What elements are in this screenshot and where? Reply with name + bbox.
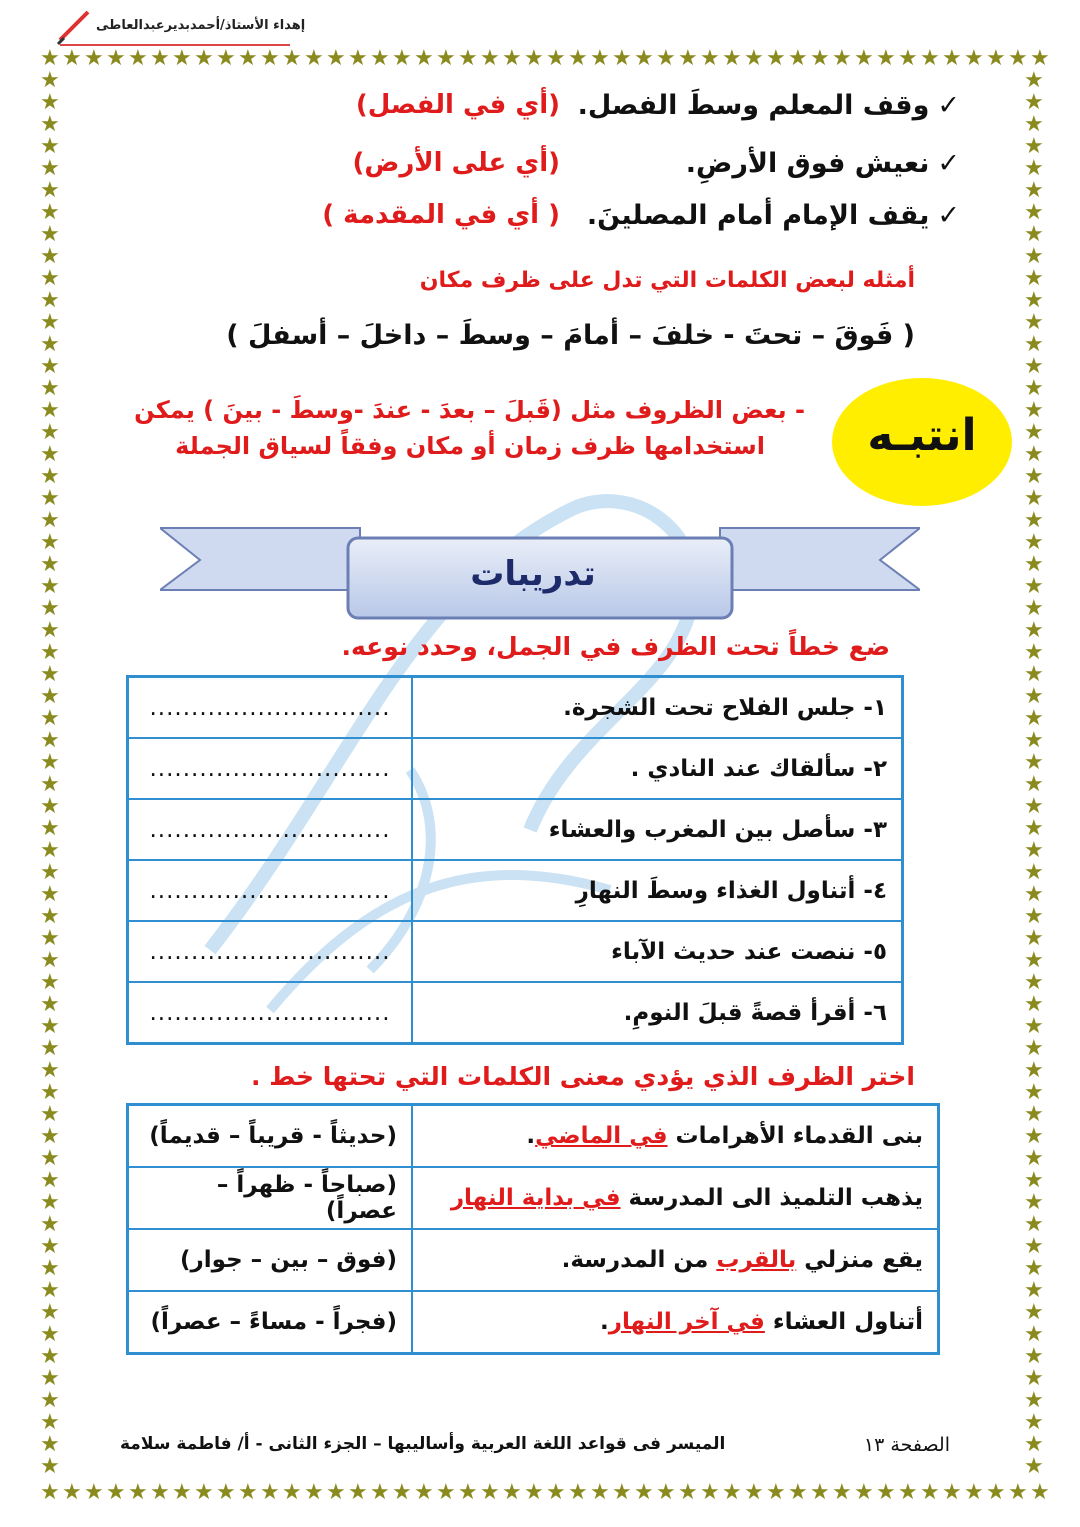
exercise1-table [126, 675, 904, 1045]
border-star-icon: ★ [1024, 728, 1044, 753]
border-star-icon: ★ [40, 860, 60, 885]
border-star-icon: ★ [40, 970, 60, 995]
choices[interactable]: (حديثاً - قريباً – قديماً) [128, 1105, 413, 1168]
border-star-icon: ★ [1024, 948, 1044, 973]
border-star-icon: ★ [1024, 794, 1044, 819]
border-star-icon: ★ [1024, 1168, 1044, 1193]
border-star-icon: ★ [40, 156, 60, 181]
border-star-icon: ★ [40, 706, 60, 731]
border-star-icon: ★ [40, 112, 60, 137]
border-star-icon: ★ [920, 46, 940, 71]
border-star-icon: ★ [1024, 222, 1044, 247]
border-star-icon: ★ [1024, 992, 1044, 1017]
border-star-icon: ★ [40, 376, 60, 401]
border-star-icon: ★ [1024, 288, 1044, 313]
border-star-icon: ★ [40, 728, 60, 753]
border-star-icon: ★ [700, 1480, 720, 1505]
border-star-icon: ★ [1024, 244, 1044, 269]
border-star-icon: ★ [590, 46, 610, 71]
attention-note [125, 392, 805, 464]
border-star-icon: ★ [1024, 750, 1044, 775]
border-star-icon: ★ [546, 46, 566, 71]
border-star-icon: ★ [1008, 46, 1028, 71]
border-star-icon: ★ [40, 574, 60, 599]
border-star-icon: ★ [260, 1480, 280, 1505]
table-row [128, 1105, 939, 1168]
border-star-icon: ★ [1024, 376, 1044, 401]
border-star-icon: ★ [348, 1480, 368, 1505]
border-star-icon: ★ [84, 46, 104, 71]
border-star-icon: ★ [744, 46, 764, 71]
border-star-icon: ★ [194, 46, 214, 71]
border-star-icon: ★ [260, 46, 280, 71]
border-star-icon: ★ [964, 46, 984, 71]
border-star-icon: ★ [766, 46, 786, 71]
exercise-sentence: ٢- سألقاك عند النادي . [412, 738, 903, 799]
border-star-icon: ★ [1024, 1124, 1044, 1149]
border-star-icon: ★ [700, 46, 720, 71]
border-star-icon: ★ [1024, 332, 1044, 357]
border-star-icon: ★ [392, 46, 412, 71]
border-star-icon: ★ [40, 640, 60, 665]
border-star-icon: ★ [128, 1480, 148, 1505]
border-star-icon: ★ [942, 46, 962, 71]
border-star-icon: ★ [1024, 464, 1044, 489]
exercise-sentence: ٥- ننصت عند حديث الآباء [412, 921, 903, 982]
border-star-icon: ★ [1024, 1454, 1044, 1479]
border-star-icon: ★ [788, 1480, 808, 1505]
book-credit: الميسر فى قواعد اللغة العربية وأساليبها – الجزء الثانى - أ/ فاطمة سلامة [120, 1434, 726, 1454]
border-star-icon: ★ [788, 46, 808, 71]
example-explanation: ( أي في المقدمة ) [322, 200, 560, 230]
border-star-icon: ★ [40, 354, 60, 379]
border-star-icon: ★ [40, 1190, 60, 1215]
border-star-icon: ★ [40, 1432, 60, 1457]
border-star-icon: ★ [40, 772, 60, 797]
border-star-icon: ★ [40, 1344, 60, 1369]
border-star-icon: ★ [40, 1212, 60, 1237]
border-star-icon: ★ [832, 1480, 852, 1505]
check-icon: ✓ [937, 200, 960, 231]
border-star-icon: ★ [1024, 310, 1044, 335]
answer-blank[interactable]: ............................. [128, 860, 413, 921]
check-icon: ✓ [937, 90, 960, 121]
border-star-icon: ★ [304, 46, 324, 71]
border-star-icon: ★ [40, 46, 60, 71]
answer-blank[interactable]: ............................. [128, 738, 413, 799]
border-star-icon: ★ [1024, 1410, 1044, 1435]
border-star-icon: ★ [1024, 90, 1044, 115]
page-number: الصفحة ١٣ [863, 1434, 950, 1456]
border-star-icon: ★ [1024, 178, 1044, 203]
border-star-icon: ★ [40, 486, 60, 511]
example-row-1 [160, 90, 960, 136]
border-star-icon: ★ [722, 1480, 742, 1505]
border-star-icon: ★ [766, 1480, 786, 1505]
border-star-icon: ★ [832, 46, 852, 71]
border-star-icon: ★ [40, 442, 60, 467]
border-star-icon: ★ [282, 1480, 302, 1505]
border-star-icon: ★ [986, 1480, 1006, 1505]
border-star-icon: ★ [326, 1480, 346, 1505]
border-star-icon: ★ [40, 882, 60, 907]
border-star-icon: ★ [414, 46, 434, 71]
border-star-icon: ★ [40, 530, 60, 555]
border-star-icon: ★ [40, 1256, 60, 1281]
border-star-icon: ★ [568, 46, 588, 71]
border-star-icon: ★ [1024, 552, 1044, 577]
border-star-icon: ★ [106, 1480, 126, 1505]
border-star-icon: ★ [40, 310, 60, 335]
border-star-icon: ★ [40, 178, 60, 203]
border-star-icon: ★ [1024, 904, 1044, 929]
border-star-icon: ★ [150, 1480, 170, 1505]
place-examples-title: أمثله لبعض الكلمات التي تدل على ظرف مكان [419, 268, 915, 293]
border-star-icon: ★ [1024, 1036, 1044, 1061]
border-star-icon: ★ [1024, 398, 1044, 423]
border-star-icon: ★ [568, 1480, 588, 1505]
example-sentence: ✓يقف الإمام أمام المصلينَ. [586, 200, 960, 231]
example-row-3 [160, 200, 960, 246]
border-star-icon: ★ [40, 1410, 60, 1435]
border-star-icon: ★ [1024, 354, 1044, 379]
border-star-icon: ★ [920, 1480, 940, 1505]
section-title: تدريبات [470, 554, 596, 594]
border-star-icon: ★ [810, 1480, 830, 1505]
exercise-sentence: ١- جلس الفلاح تحت الشجرة. [412, 677, 903, 739]
border-star-icon: ★ [40, 244, 60, 269]
border-star-icon: ★ [40, 1124, 60, 1149]
border-star-icon: ★ [436, 46, 456, 71]
border-star-icon: ★ [1024, 1278, 1044, 1303]
border-star-icon: ★ [40, 1146, 60, 1171]
border-star-icon: ★ [40, 662, 60, 687]
exercise2-table [126, 1103, 940, 1355]
border-star-icon: ★ [194, 1480, 214, 1505]
border-star-icon: ★ [612, 46, 632, 71]
border-star-icon: ★ [106, 46, 126, 71]
border-star-icon: ★ [480, 1480, 500, 1505]
border-star-icon: ★ [1024, 1102, 1044, 1127]
underlined-phrase: بالقرب [716, 1247, 797, 1273]
border-star-icon: ★ [1024, 772, 1044, 797]
border-star-icon: ★ [1024, 200, 1044, 225]
example-row-2 [160, 148, 960, 194]
border-star-icon: ★ [84, 1480, 104, 1505]
border-star-icon: ★ [40, 1322, 60, 1347]
border-star-icon: ★ [1024, 596, 1044, 621]
border-star-icon: ★ [40, 288, 60, 313]
exercise-sentence: ٤- أتناول الغذاء وسطَ النهارِ [412, 860, 903, 921]
border-star-icon: ★ [392, 1480, 412, 1505]
border-star-icon: ★ [40, 464, 60, 489]
border-star-icon: ★ [216, 1480, 236, 1505]
border-star-icon: ★ [656, 46, 676, 71]
exercise-sentence: يذهب التلميذ الى المدرسة في بداية النهار [412, 1167, 939, 1229]
border-star-icon: ★ [678, 46, 698, 71]
border-star-icon: ★ [282, 46, 302, 71]
table-row [128, 677, 903, 739]
border-star-icon: ★ [40, 1014, 60, 1039]
border-star-icon: ★ [1030, 1480, 1050, 1505]
answer-blank[interactable]: ............................. [128, 799, 413, 860]
attention-label: انتبـه [867, 410, 977, 461]
table-row [128, 982, 903, 1044]
border-star-icon: ★ [40, 200, 60, 225]
place-examples-list: ( فَوقَ – تحتَ - خلفَ – أمامَ – وسطَ – داخلَ – أسفلَ ) [226, 320, 915, 351]
border-star-icon: ★ [1024, 442, 1044, 467]
border-star-icon: ★ [40, 1278, 60, 1303]
table-row [128, 738, 903, 799]
border-star-icon: ★ [370, 1480, 390, 1505]
border-star-icon: ★ [40, 508, 60, 533]
border-star-icon: ★ [1024, 134, 1044, 159]
underlined-phrase: في آخر النهار [608, 1309, 765, 1335]
border-star-icon: ★ [40, 1102, 60, 1127]
border-star-icon: ★ [678, 1480, 698, 1505]
border-star-icon: ★ [1024, 112, 1044, 137]
border-star-icon: ★ [1024, 684, 1044, 709]
border-star-icon: ★ [480, 46, 500, 71]
border-star-icon: ★ [524, 1480, 544, 1505]
border-star-icon: ★ [1024, 1256, 1044, 1281]
table-row [128, 860, 903, 921]
border-star-icon: ★ [40, 1366, 60, 1391]
header-divider [60, 44, 290, 46]
border-star-icon: ★ [1024, 1190, 1044, 1215]
border-star-icon: ★ [942, 1480, 962, 1505]
border-star-icon: ★ [1024, 574, 1044, 599]
border-star-icon: ★ [40, 816, 60, 841]
border-star-icon: ★ [1024, 640, 1044, 665]
border-star-icon: ★ [1024, 1014, 1044, 1039]
border-star-icon: ★ [40, 552, 60, 577]
border-star-icon: ★ [370, 46, 390, 71]
border-star-icon: ★ [40, 1454, 60, 1479]
border-star-icon: ★ [348, 46, 368, 71]
border-star-icon: ★ [1024, 706, 1044, 731]
border-star-icon: ★ [436, 1480, 456, 1505]
table-row [128, 799, 903, 860]
border-star-icon: ★ [40, 596, 60, 621]
border-star-icon: ★ [40, 618, 60, 643]
border-star-icon: ★ [1024, 1234, 1044, 1259]
border-star-icon: ★ [1024, 1058, 1044, 1083]
border-star-icon: ★ [40, 332, 60, 357]
answer-blank[interactable]: ............................. [128, 982, 413, 1044]
attention-line-2: استخدامها ظرف زمان أو مكان وفقاً لسياق الجملة [175, 432, 765, 460]
example-explanation: (أي على الأرض) [352, 148, 560, 178]
border-star-icon: ★ [62, 1480, 82, 1505]
exercise-sentence: يقع منزلي بالقرب من المدرسة. [412, 1229, 939, 1291]
border-star-icon: ★ [744, 1480, 764, 1505]
dedication-text: إهداء الأستاذ/أحمدبديرعبدالعاطى [96, 18, 306, 33]
table-row [128, 1291, 939, 1354]
border-star-icon: ★ [546, 1480, 566, 1505]
border-star-icon: ★ [1024, 662, 1044, 687]
border-star-icon: ★ [40, 750, 60, 775]
border-star-icon: ★ [40, 1168, 60, 1193]
border-star-icon: ★ [1030, 46, 1050, 71]
border-star-icon: ★ [1024, 1366, 1044, 1391]
example-sentence: ✓نعيش فوق الأرضِ. [685, 148, 960, 179]
table-row [128, 1229, 939, 1291]
border-star-icon: ★ [40, 222, 60, 247]
border-star-icon: ★ [1024, 420, 1044, 445]
border-star-icon: ★ [128, 46, 148, 71]
border-star-icon: ★ [40, 134, 60, 159]
border-star-icon: ★ [1024, 816, 1044, 841]
border-star-icon: ★ [502, 46, 522, 71]
answer-blank[interactable]: ............................. [128, 921, 413, 982]
exercise-sentence: بنى القدماء الأهرامات في الماضي. [412, 1105, 939, 1168]
choices[interactable]: (فجراً - مساءً – عصراً) [128, 1291, 413, 1354]
border-star-icon: ★ [1024, 882, 1044, 907]
border-star-icon: ★ [854, 1480, 874, 1505]
border-star-icon: ★ [722, 46, 742, 71]
border-star-icon: ★ [810, 46, 830, 71]
border-star-icon: ★ [40, 1234, 60, 1259]
border-star-icon: ★ [1024, 1322, 1044, 1347]
border-star-icon: ★ [876, 46, 896, 71]
border-star-icon: ★ [1024, 266, 1044, 291]
border-star-icon: ★ [1024, 926, 1044, 951]
exercise1-instruction: ضع خطاً تحت الظرف في الجمل، وحدد نوعه. [341, 632, 890, 661]
example-sentence: ✓وقف المعلم وسطَ الفصل. [577, 90, 960, 121]
border-star-icon: ★ [40, 926, 60, 951]
border-star-icon: ★ [40, 904, 60, 929]
border-star-icon: ★ [1024, 1080, 1044, 1105]
border-star-icon: ★ [1024, 618, 1044, 643]
border-star-icon: ★ [40, 992, 60, 1017]
border-star-icon: ★ [502, 1480, 522, 1505]
border-star-icon: ★ [1024, 486, 1044, 511]
border-star-icon: ★ [326, 46, 346, 71]
choices[interactable]: (صباحاً - ظهراً – عصراً) [128, 1167, 413, 1229]
border-star-icon: ★ [40, 1058, 60, 1083]
border-star-icon: ★ [40, 1300, 60, 1325]
exercise2-instruction: اختر الظرف الذي يؤدي معنى الكلمات التي تحتها خط . [251, 1062, 915, 1091]
border-star-icon: ★ [150, 46, 170, 71]
border-star-icon: ★ [238, 1480, 258, 1505]
border-star-icon: ★ [898, 1480, 918, 1505]
border-star-icon: ★ [40, 398, 60, 423]
border-star-icon: ★ [216, 46, 236, 71]
border-star-icon: ★ [40, 948, 60, 973]
border-star-icon: ★ [634, 1480, 654, 1505]
border-star-icon: ★ [1024, 1432, 1044, 1457]
exercise-sentence: ٣- سأصل بين المغرب والعشاء [412, 799, 903, 860]
exercise-sentence: ٦- أقرأ قصةً قبلَ النومِ. [412, 982, 903, 1044]
border-star-icon: ★ [986, 46, 1006, 71]
border-star-icon: ★ [1008, 1480, 1028, 1505]
example-explanation: (أي في الفصل) [355, 90, 560, 120]
underlined-phrase: في بداية النهار [450, 1185, 621, 1211]
border-star-icon: ★ [1024, 1212, 1044, 1237]
border-star-icon: ★ [40, 68, 60, 93]
border-star-icon: ★ [40, 1480, 60, 1505]
border-star-icon: ★ [40, 684, 60, 709]
choices[interactable]: (فوق – بين – جوار) [128, 1229, 413, 1291]
border-star-icon: ★ [854, 46, 874, 71]
attention-badge [832, 378, 1012, 506]
check-icon: ✓ [937, 148, 960, 179]
exercise-sentence: أتناول العشاء في آخر النهار. [412, 1291, 939, 1354]
pen-icon [54, 6, 94, 46]
attention-line-1: - بعض الظروف مثل (قَبلَ – بعدَ - عندَ -وسطَ - بينَ ) يمكن [134, 396, 805, 424]
border-star-icon: ★ [590, 1480, 610, 1505]
border-star-icon: ★ [40, 1388, 60, 1413]
border-star-icon: ★ [1024, 1388, 1044, 1413]
border-star-icon: ★ [1024, 508, 1044, 533]
border-star-icon: ★ [1024, 838, 1044, 863]
border-star-icon: ★ [172, 1480, 192, 1505]
border-star-icon: ★ [304, 1480, 324, 1505]
border-star-icon: ★ [656, 1480, 676, 1505]
answer-blank[interactable]: ............................. [128, 677, 413, 739]
border-star-icon: ★ [40, 838, 60, 863]
border-star-icon: ★ [458, 46, 478, 71]
border-star-icon: ★ [1024, 1300, 1044, 1325]
border-star-icon: ★ [1024, 970, 1044, 995]
table-row [128, 921, 903, 982]
border-star-icon: ★ [40, 266, 60, 291]
underlined-phrase: في الماضي [535, 1123, 668, 1149]
border-star-icon: ★ [1024, 1344, 1044, 1369]
border-star-icon: ★ [172, 46, 192, 71]
border-star-icon: ★ [40, 1036, 60, 1061]
border-star-icon: ★ [414, 1480, 434, 1505]
border-star-icon: ★ [1024, 860, 1044, 885]
border-star-icon: ★ [40, 1080, 60, 1105]
border-star-icon: ★ [524, 46, 544, 71]
border-star-icon: ★ [1024, 530, 1044, 555]
border-star-icon: ★ [964, 1480, 984, 1505]
border-star-icon: ★ [40, 794, 60, 819]
border-star-icon: ★ [238, 46, 258, 71]
border-star-icon: ★ [40, 90, 60, 115]
border-star-icon: ★ [1024, 68, 1044, 93]
border-star-icon: ★ [1024, 1146, 1044, 1171]
border-star-icon: ★ [458, 1480, 478, 1505]
border-star-icon: ★ [634, 46, 654, 71]
table-row [128, 1167, 939, 1229]
border-star-icon: ★ [62, 46, 82, 71]
border-star-icon: ★ [612, 1480, 632, 1505]
border-star-icon: ★ [1024, 156, 1044, 181]
border-star-icon: ★ [40, 420, 60, 445]
border-star-icon: ★ [876, 1480, 896, 1505]
border-star-icon: ★ [898, 46, 918, 71]
